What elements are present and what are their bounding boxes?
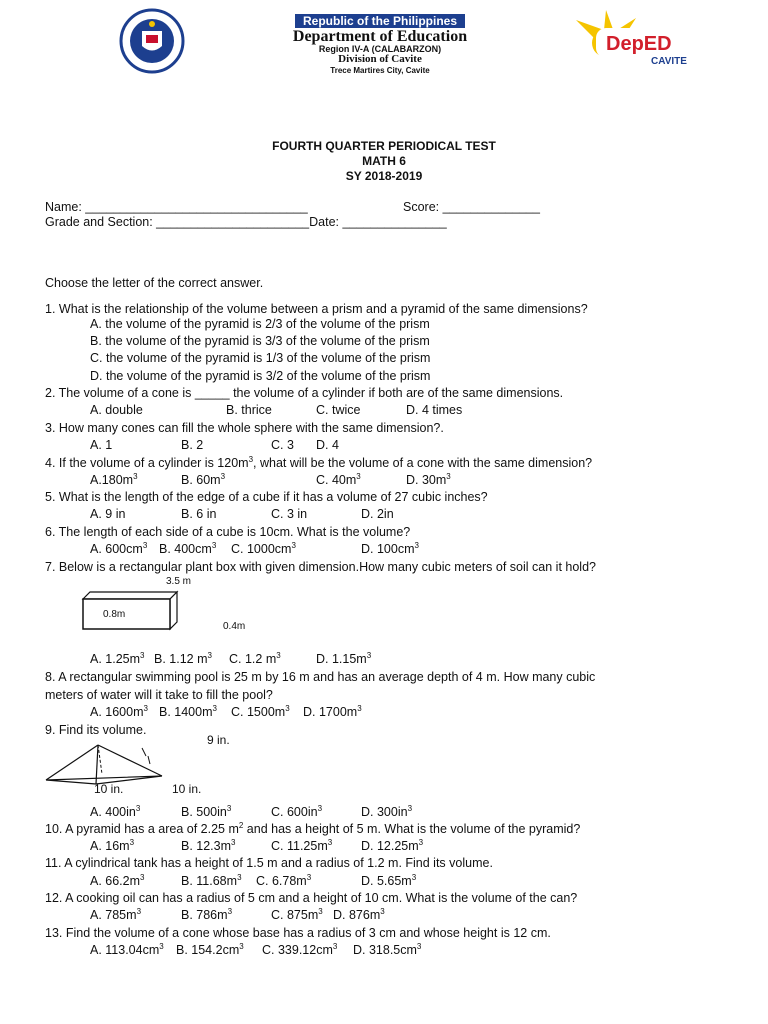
question-7: 7. Below is a rectangular plant box with given dimension.How many cubic meters of soil can it hold? — [45, 560, 596, 574]
q1-option-d: D. the volume of the pyramid is 3/2 of the volume of the prism — [90, 369, 431, 383]
q12-option-a: A. $785m^3$ — [90, 906, 142, 922]
question-4: 4. If the volume of a cylinder is $120m^3$, what will be the volume of a cone with the same dimension? — [45, 454, 593, 470]
q1-option-c: C. the volume of the pyramid is 1/3 of the volume of the prism — [90, 351, 431, 365]
q7-option-b: B. 1.12 $m^3$ — [154, 650, 212, 666]
q9-option-b: B. $500in^3$ — [181, 803, 232, 819]
q10-option-a: A. $16m^3$ — [90, 837, 135, 853]
deped-seal-logo — [113, 8, 191, 74]
q10-option-c: C. $11.25m^3$ — [271, 837, 333, 853]
name-field: Name: ________________________________ — [45, 200, 308, 214]
pyramid-base-label-1: 10 in. — [94, 782, 124, 796]
q8-option-d: D. $1700m^3$ — [303, 703, 362, 719]
school-year: SY 2018-2019 — [345, 169, 423, 183]
q7-option-c: C. 1.2 $m^3$ — [229, 650, 281, 666]
score-field: Score: ______________ — [403, 200, 540, 214]
plant-box-figure — [80, 589, 180, 633]
city-line: Trece Martires City, Cavite — [330, 66, 430, 75]
q6-option-d: D. $100cm^3$ — [361, 540, 419, 556]
q13-option-c: C. $339.12cm^3$ — [262, 941, 338, 957]
q7-option-d: D. $1.15m^3$ — [316, 650, 372, 666]
q8-option-a: A. $1600m^3$ — [90, 703, 148, 719]
q2-option-a: A. double — [90, 403, 143, 417]
question-13: 13. Find the volume of a cone whose base has a radius of 3 cm and whose height is 12 cm. — [45, 926, 551, 940]
question-1: 1. What is the relationship of the volume between a prism and a pyramid of the same dimensions? — [45, 302, 588, 316]
question-2: 2. The volume of a cone is _____ the volume of a cylinder if both are of the same dimensions. — [45, 386, 564, 400]
q2-option-d: D. 4 times — [406, 403, 463, 417]
q1-option-b: B. the volume of the pyramid is 3/3 of the volume of the prism — [90, 334, 430, 348]
q5-option-d: D. 2in — [361, 507, 394, 521]
department-name: Department of Education — [292, 28, 468, 45]
q6-option-b: B. $400cm^3$ — [159, 540, 217, 556]
q12-option-c: C. $875m^3$ — [271, 906, 323, 922]
pyramid-base-label-2: 10 in. — [172, 782, 202, 796]
q9-option-a: A. $400in^3$ — [90, 803, 141, 819]
plant-box-width-label: 0.8m — [103, 609, 126, 620]
subject-title: MATH 6 — [362, 154, 406, 168]
q10-option-b: B. $12.3m^3$ — [181, 837, 236, 853]
q7-option-a: A. $1.25m^3$ — [90, 650, 145, 666]
q4-option-d: D. $30m^3$ — [406, 471, 451, 487]
q9-option-d: D. $300in^3$ — [361, 803, 413, 819]
q10-option-d: D. $12.25m^3$ — [361, 837, 424, 853]
q2-option-b: B. thrice — [226, 403, 272, 417]
region-line: Region IV-A (CALABARZON) — [318, 44, 442, 54]
q8-option-c: C. $1500m^3$ — [231, 703, 290, 719]
q3-option-d: D. 4 — [316, 438, 339, 452]
q12-option-b: B. $786m^3$ — [181, 906, 233, 922]
q6-option-a: A. $600cm^3$ — [90, 540, 148, 556]
q11-option-b: B. $11.68m^3$ — [181, 872, 242, 888]
question-8-line-2: meters of water will it take to fill the pool? — [45, 688, 273, 702]
q6-option-c: C. $1000cm^3$ — [231, 540, 296, 556]
question-3: 3. How many cones can fill the whole sphere with the same dimension?. — [45, 421, 444, 435]
division-line: Division of Cavite — [338, 53, 422, 65]
question-11: 11. A cylindrical tank has a height of 1.5 m and a radius of 1.2 m. Find its volume. — [45, 856, 493, 870]
letterhead — [0, 0, 768, 80]
q4-option-b: B. $60m^3$ — [181, 471, 226, 487]
pyramid-height-label: 9 in. — [207, 733, 230, 747]
q5-option-a: A. 9 in — [90, 507, 126, 521]
instruction: Choose the letter of the correct answer. — [45, 276, 264, 290]
test-title: FOURTH QUARTER PERIODICAL TEST — [272, 139, 496, 153]
question-9: 9. Find its volume. — [45, 723, 147, 737]
q8-option-b: B. $1400m^3$ — [159, 703, 217, 719]
question-8-line-1: 8. A rectangular swimming pool is 25 m by 16 m and has an average depth of 4 m. How many cubic — [45, 670, 596, 684]
q5-option-c: C. 3 in — [271, 507, 308, 521]
deped-cavite-logo — [566, 10, 716, 72]
plant-box-height-label: 0.4m — [223, 621, 246, 632]
q13-option-b: B. $154.2cm^3$ — [176, 941, 244, 957]
question-5: 5. What is the length of the edge of a cube if it has a volume of 27 cubic inches? — [45, 490, 488, 504]
question-12: 12. A cooking oil can has a radius of 5 cm and a height of 10 cm. What is the volume of the can? — [45, 891, 578, 905]
q11-option-a: A. $66.2m^3$ — [90, 872, 145, 888]
q12-option-d: D. $876m^3$ — [333, 906, 385, 922]
q13-option-a: A. $113.04cm^3$ — [90, 941, 164, 957]
q11-option-d: D. $5.65m^3$ — [361, 872, 417, 888]
republic-line: Republic of the Philippines — [230, 14, 530, 28]
svg-text:DepED: DepED — [606, 33, 672, 55]
q9-option-c: C. $600in^3$ — [271, 803, 323, 819]
q5-option-b: B. 6 in — [181, 507, 217, 521]
question-6: 6. The length of each side of a cube is 10cm. What is the volume? — [45, 525, 411, 539]
q4-option-a: $A.180m^3$ — [90, 471, 138, 487]
q3-option-b: B. 2 — [181, 438, 204, 452]
q4-option-c: C. $40m^3$ — [316, 471, 361, 487]
q3-option-c: C. 3 — [271, 438, 294, 452]
question-10: 10. A pyramid has a area of 2.25 $m^2$ and has a height of 5 m. What is the volume of the pyramid? — [45, 820, 581, 836]
svg-text:CAVITE: CAVITE — [651, 56, 687, 67]
grade-section-date-field: Grade and Section: ______________________Date: _______________ — [45, 215, 447, 229]
plant-box-length-label: 3.5 m — [166, 576, 192, 587]
q1-option-a: A. the volume of the pyramid is 2/3 of the volume of the prism — [90, 317, 430, 331]
q13-option-d: D. $318.5cm^3$ — [353, 941, 422, 957]
q3-option-a: A. 1 — [90, 438, 113, 452]
q2-option-c: C. twice — [316, 403, 361, 417]
q11-option-c: C. $6.78m^3$ — [256, 872, 312, 888]
